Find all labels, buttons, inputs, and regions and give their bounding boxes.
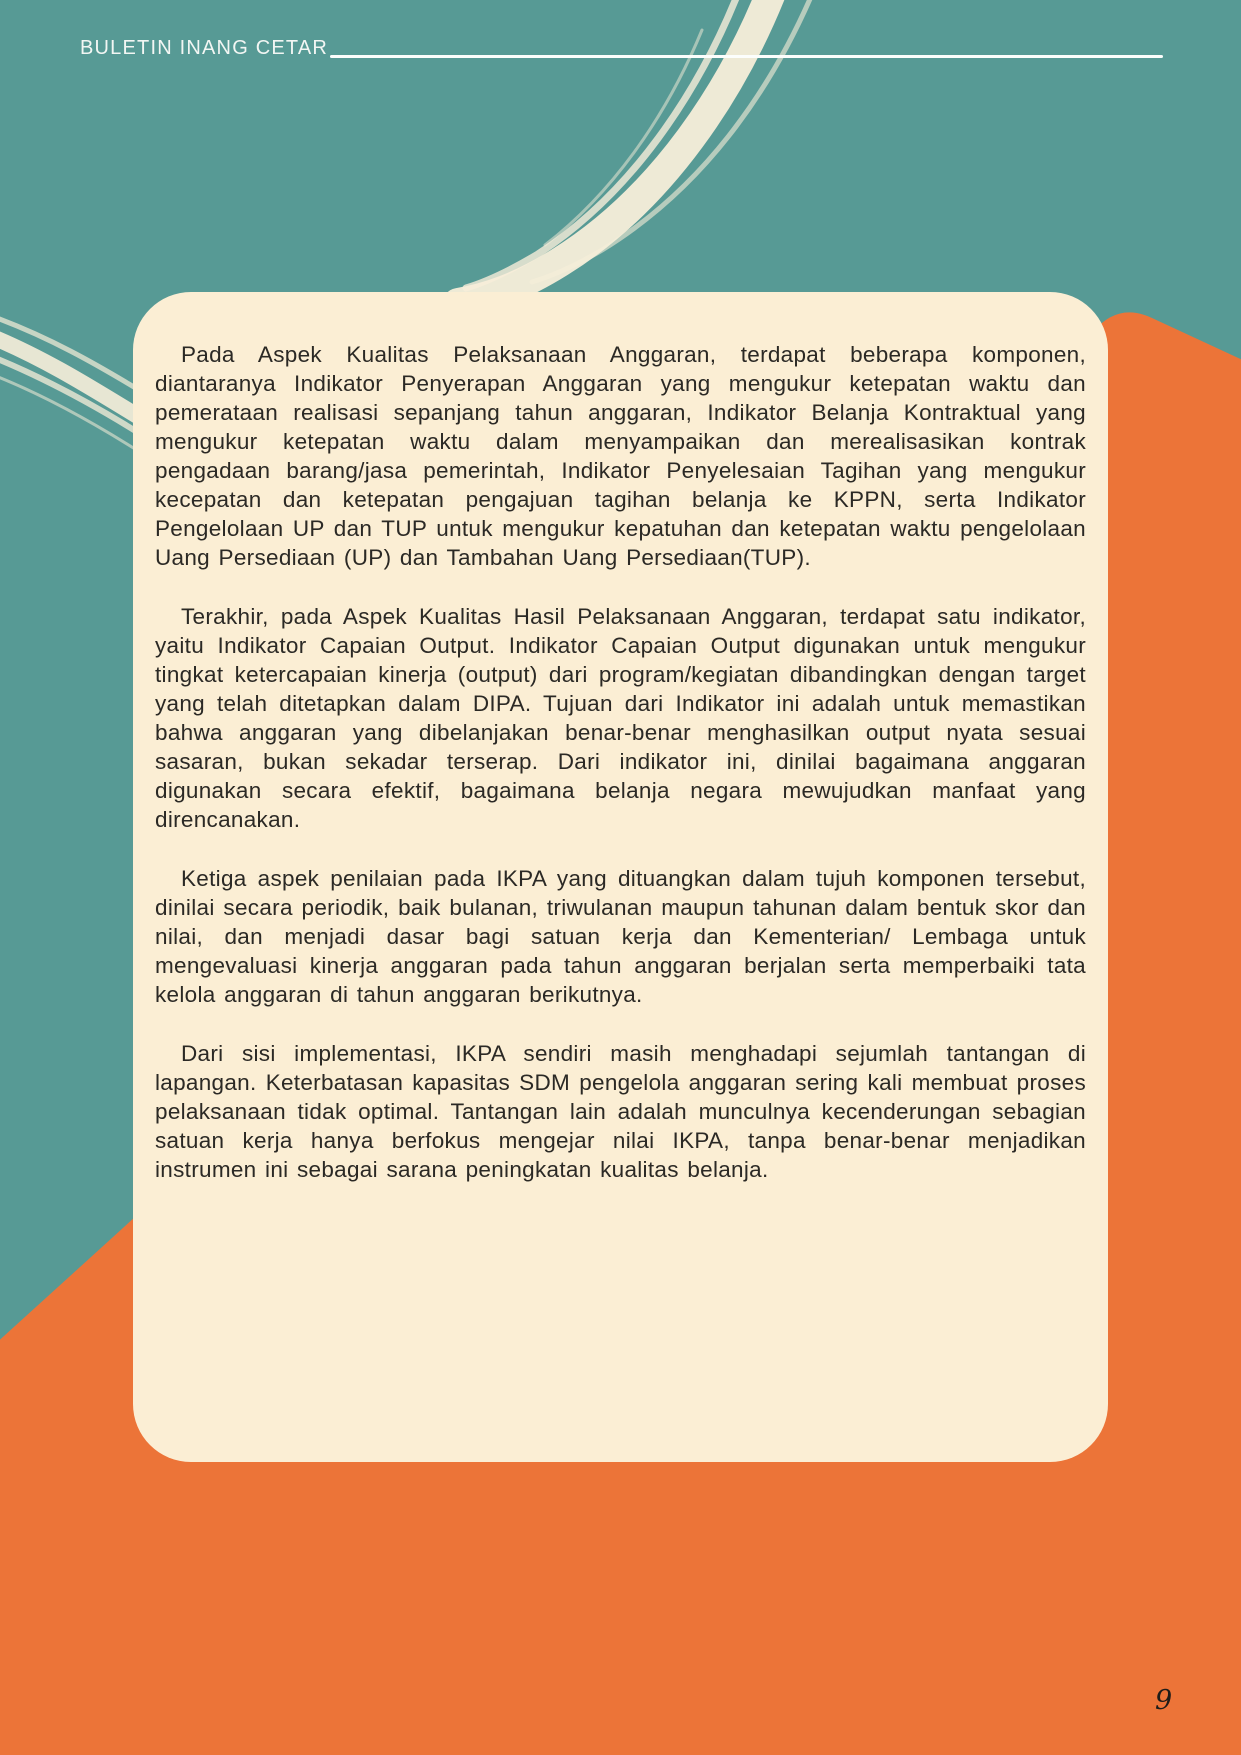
- header-rule: [330, 55, 1163, 58]
- paragraph-3: Ketiga aspek penilaian pada IKPA yang dituangkan dalam tujuh komponen tersebut, dinilai secara periodik, baik bulanan, triwulanan maupun tahunan dalam bentuk skor dan nilai, dan menjadi dasar bagi satuan kerja dan Kementerian/ Lembaga untuk mengevaluasi kinerja anggaran pada tahun anggaran berjalan serta memperbaiki tata kelola anggaran di tahun anggaran berikutnya.: [155, 866, 1086, 1007]
- page-number: 9: [1155, 1685, 1173, 1716]
- content-card: [133, 292, 1108, 1462]
- bulletin-title: BULETIN INANG CETAR: [80, 37, 329, 59]
- paragraph-4: Dari sisi implementasi, IKPA sendiri masih menghadapi sejumlah tantangan di lapangan. Keterbatasan kapasitas SDM pengelola anggaran sering kali membuat proses pelaksanaan tidak optimal. Tantangan lain adalah munculnya kecenderungan sebagian satuan kerja hanya berfokus mengejar nilai IKPA, tanpa benar-benar menjadikan instrumen ini sebagai sarana peningkatan kualitas belanja.: [155, 1041, 1086, 1182]
- brush-stroke-left: [0, 312, 152, 456]
- paragraph-1: Pada Aspek Kualitas Pelaksanaan Anggaran, terdapat beberapa komponen, diantaranya Indikator Penyerapan Anggaran yang mengukur ketepatan waktu dan pemerataan realisasi sepanjang tahun anggaran, Indikator Belanja Kontraktual yang mengukur ketepatan waktu dalam menyampaikan dan merealisasikan kontrak pengadaan barang/jasa pemerintah, Indikator Penyelesaian Tagihan yang mengukur kecepatan dan ketepatan pengajuan tagihan belanja ke KPPN, serta Indikator Pengelolaan UP dan TUP untuk mengukur kepatuhan dan ketepatan waktu pengelolaan Uang Persediaan (UP) dan Tambahan Uang Persediaan(TUP).: [155, 342, 1086, 570]
- page-header: [0, 0, 1241, 80]
- paragraph-2: Terakhir, pada Aspek Kualitas Hasil Pelaksanaan Anggaran, terdapat satu indikator, yaitu Indikator Capaian Output. Indikator Capaian Output digunakan untuk mengukur tingkat ketercapaian kinerja (output) dari program/kegiatan dibandingkan dengan target yang telah ditetapkan dalam DIPA. Tujuan dari Indikator ini adalah untuk memastikan bahwa anggaran yang dibelanjakan benar-benar menghasilkan output nyata sesuai sasaran, bukan sekadar terserap. Dari indikator ini, dinilai bagaimana anggaran digunakan secara efektif, bagaimana belanja negara mewujudkan manfaat yang direncanakan.: [155, 604, 1086, 832]
